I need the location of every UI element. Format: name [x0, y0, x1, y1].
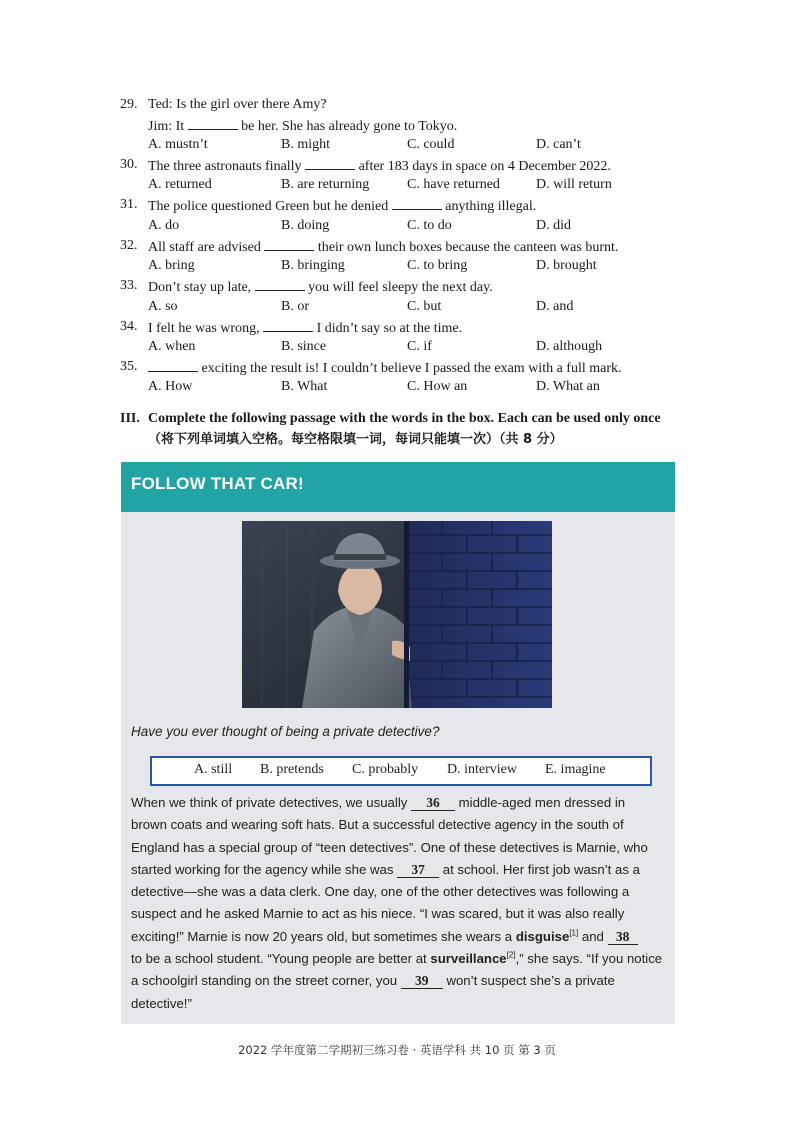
- option-d[interactable]: D. can’t: [536, 137, 581, 152]
- footnote-ref: [1]: [569, 928, 579, 938]
- option-d[interactable]: D. What an: [536, 379, 600, 394]
- option-b[interactable]: B. bringing: [281, 258, 345, 273]
- panel-header: [121, 462, 675, 512]
- footnote-ref: [2]: [506, 950, 516, 960]
- blank-38[interactable]: 38: [608, 929, 638, 945]
- option-c[interactable]: C. could: [407, 137, 455, 152]
- option-a[interactable]: A. How: [148, 379, 193, 394]
- section-instruction: Complete the following passage with the words in the box. Each can be used only once: [148, 411, 661, 426]
- question-line: All staff are advised their own lunch boxes because the canteen was burnt.: [148, 236, 618, 258]
- option-b[interactable]: B. are returning: [281, 177, 370, 192]
- passage-line: started working for the agency while she was 37 at school. Her first job wasn’t as a: [131, 861, 640, 877]
- passage-line: brown coats and wearing soft hats. But a successful detective agency in the south of: [131, 817, 624, 833]
- passage-line: detective!”: [131, 995, 192, 1011]
- passage-line: exciting!” Marnie is now 20 years old, but sometimes she wears a disguise[1] and 38: [131, 926, 671, 948]
- option-d[interactable]: D. brought: [536, 258, 597, 273]
- option-d[interactable]: D. did: [536, 218, 571, 233]
- blank-37[interactable]: 37: [397, 862, 439, 878]
- question-line: Don’t stay up late, you will feel sleepy the next day.: [148, 276, 493, 298]
- option-a[interactable]: A. when: [148, 339, 196, 354]
- section-instruction-cn: （将下列单词填入空格。每空格限填一词，每词只能填一次）（共 8 分）: [148, 432, 563, 447]
- option-b[interactable]: B. doing: [281, 218, 330, 233]
- question-number: 34.: [120, 319, 138, 334]
- blank-36[interactable]: 36: [411, 795, 455, 811]
- reading-panel: [121, 462, 675, 1024]
- question-line: I felt he was wrong, I didn’t say so at the time.: [148, 317, 462, 339]
- word-box: [150, 756, 652, 786]
- option-a[interactable]: A. bring: [148, 258, 195, 273]
- page-footer: 2022 学年度第二学期初三练习卷 · 英语学科 共 10 页 第 3 页: [238, 1043, 556, 1057]
- option-c[interactable]: C. if: [407, 339, 432, 354]
- option-c[interactable]: C. but: [407, 299, 442, 314]
- answer-blank[interactable]: [264, 236, 314, 251]
- passage-line: suspect and he asked Marnie to act as his niece. “I was scared, but it was also really: [131, 906, 625, 922]
- passage-line: to be a school student. “Young people are better at surveillance[2],” she says. “If you notice: [131, 950, 663, 967]
- word-option-e: E. imagine: [545, 762, 606, 777]
- option-b[interactable]: B. What: [281, 379, 328, 394]
- detective-photo: [242, 521, 552, 708]
- panel-title: FOLLOW THAT CAR!: [131, 474, 304, 493]
- answer-blank[interactable]: [263, 317, 313, 332]
- answer-blank[interactable]: [392, 195, 442, 210]
- word-option-b: B. pretends: [260, 762, 324, 777]
- option-d[interactable]: D. and: [536, 299, 574, 314]
- question-line: Ted: Is the girl over there Amy?: [148, 97, 327, 112]
- word-option-a: A. still: [194, 762, 233, 777]
- option-a[interactable]: A. do: [148, 218, 180, 233]
- passage-line: When we think of private detectives, we usually 36 middle-aged men dressed in: [131, 795, 626, 810]
- question-line: exciting the result is! I couldn’t believe I passed the exam with a full mark.: [148, 357, 622, 379]
- answer-blank[interactable]: [188, 115, 238, 130]
- word-option-d: D. interview: [447, 762, 517, 777]
- blank-39[interactable]: 39: [401, 973, 443, 989]
- question-line: Jim: It be her. She has already gone to Tokyo.: [148, 115, 457, 137]
- word-option-c: C. probably: [352, 762, 419, 777]
- question-number: 29.: [120, 97, 138, 112]
- passage: [131, 792, 671, 1015]
- answer-blank[interactable]: [255, 276, 305, 291]
- option-d[interactable]: D. although: [536, 339, 603, 354]
- glossary-word: surveillance: [430, 951, 507, 967]
- option-a[interactable]: A. returned: [148, 177, 212, 192]
- question-number: 31.: [120, 197, 138, 212]
- question-number: 30.: [120, 157, 138, 172]
- option-c[interactable]: C. How an: [407, 379, 468, 394]
- option-c[interactable]: C. have returned: [407, 177, 500, 192]
- option-c[interactable]: C. to do: [407, 218, 452, 233]
- option-d[interactable]: D. will return: [536, 177, 612, 192]
- option-a[interactable]: A. so: [148, 299, 178, 314]
- glossary-word: disguise: [515, 928, 570, 944]
- passage-line: detective—she was a data clerk. One day, one of the other detectives was following a: [131, 884, 630, 900]
- option-b[interactable]: B. since: [281, 339, 327, 354]
- option-b[interactable]: B. or: [281, 299, 309, 314]
- question-line: The police questioned Green but he denied anything illegal.: [148, 195, 536, 217]
- passage-line: England has a special group of “teen detectives”. One of these detectives is Marnie, who: [131, 839, 648, 855]
- question-line: The three astronauts finally after 183 days in space on 4 December 2022.: [148, 155, 611, 177]
- section-number: III.: [120, 411, 140, 426]
- option-c[interactable]: C. to bring: [407, 258, 468, 273]
- question-number: 33.: [120, 278, 138, 293]
- answer-blank[interactable]: [305, 155, 355, 170]
- option-b[interactable]: B. might: [281, 137, 331, 152]
- passage-line: a schoolgirl standing on the street corner, you 39 won’t suspect she’s a private: [131, 973, 615, 989]
- option-a[interactable]: A. mustn’t: [148, 137, 208, 152]
- question-number: 35.: [120, 359, 138, 374]
- answer-blank[interactable]: [148, 357, 198, 372]
- question-number: 32.: [120, 238, 138, 253]
- intro-question: Have you ever thought of being a private detective?: [131, 724, 440, 739]
